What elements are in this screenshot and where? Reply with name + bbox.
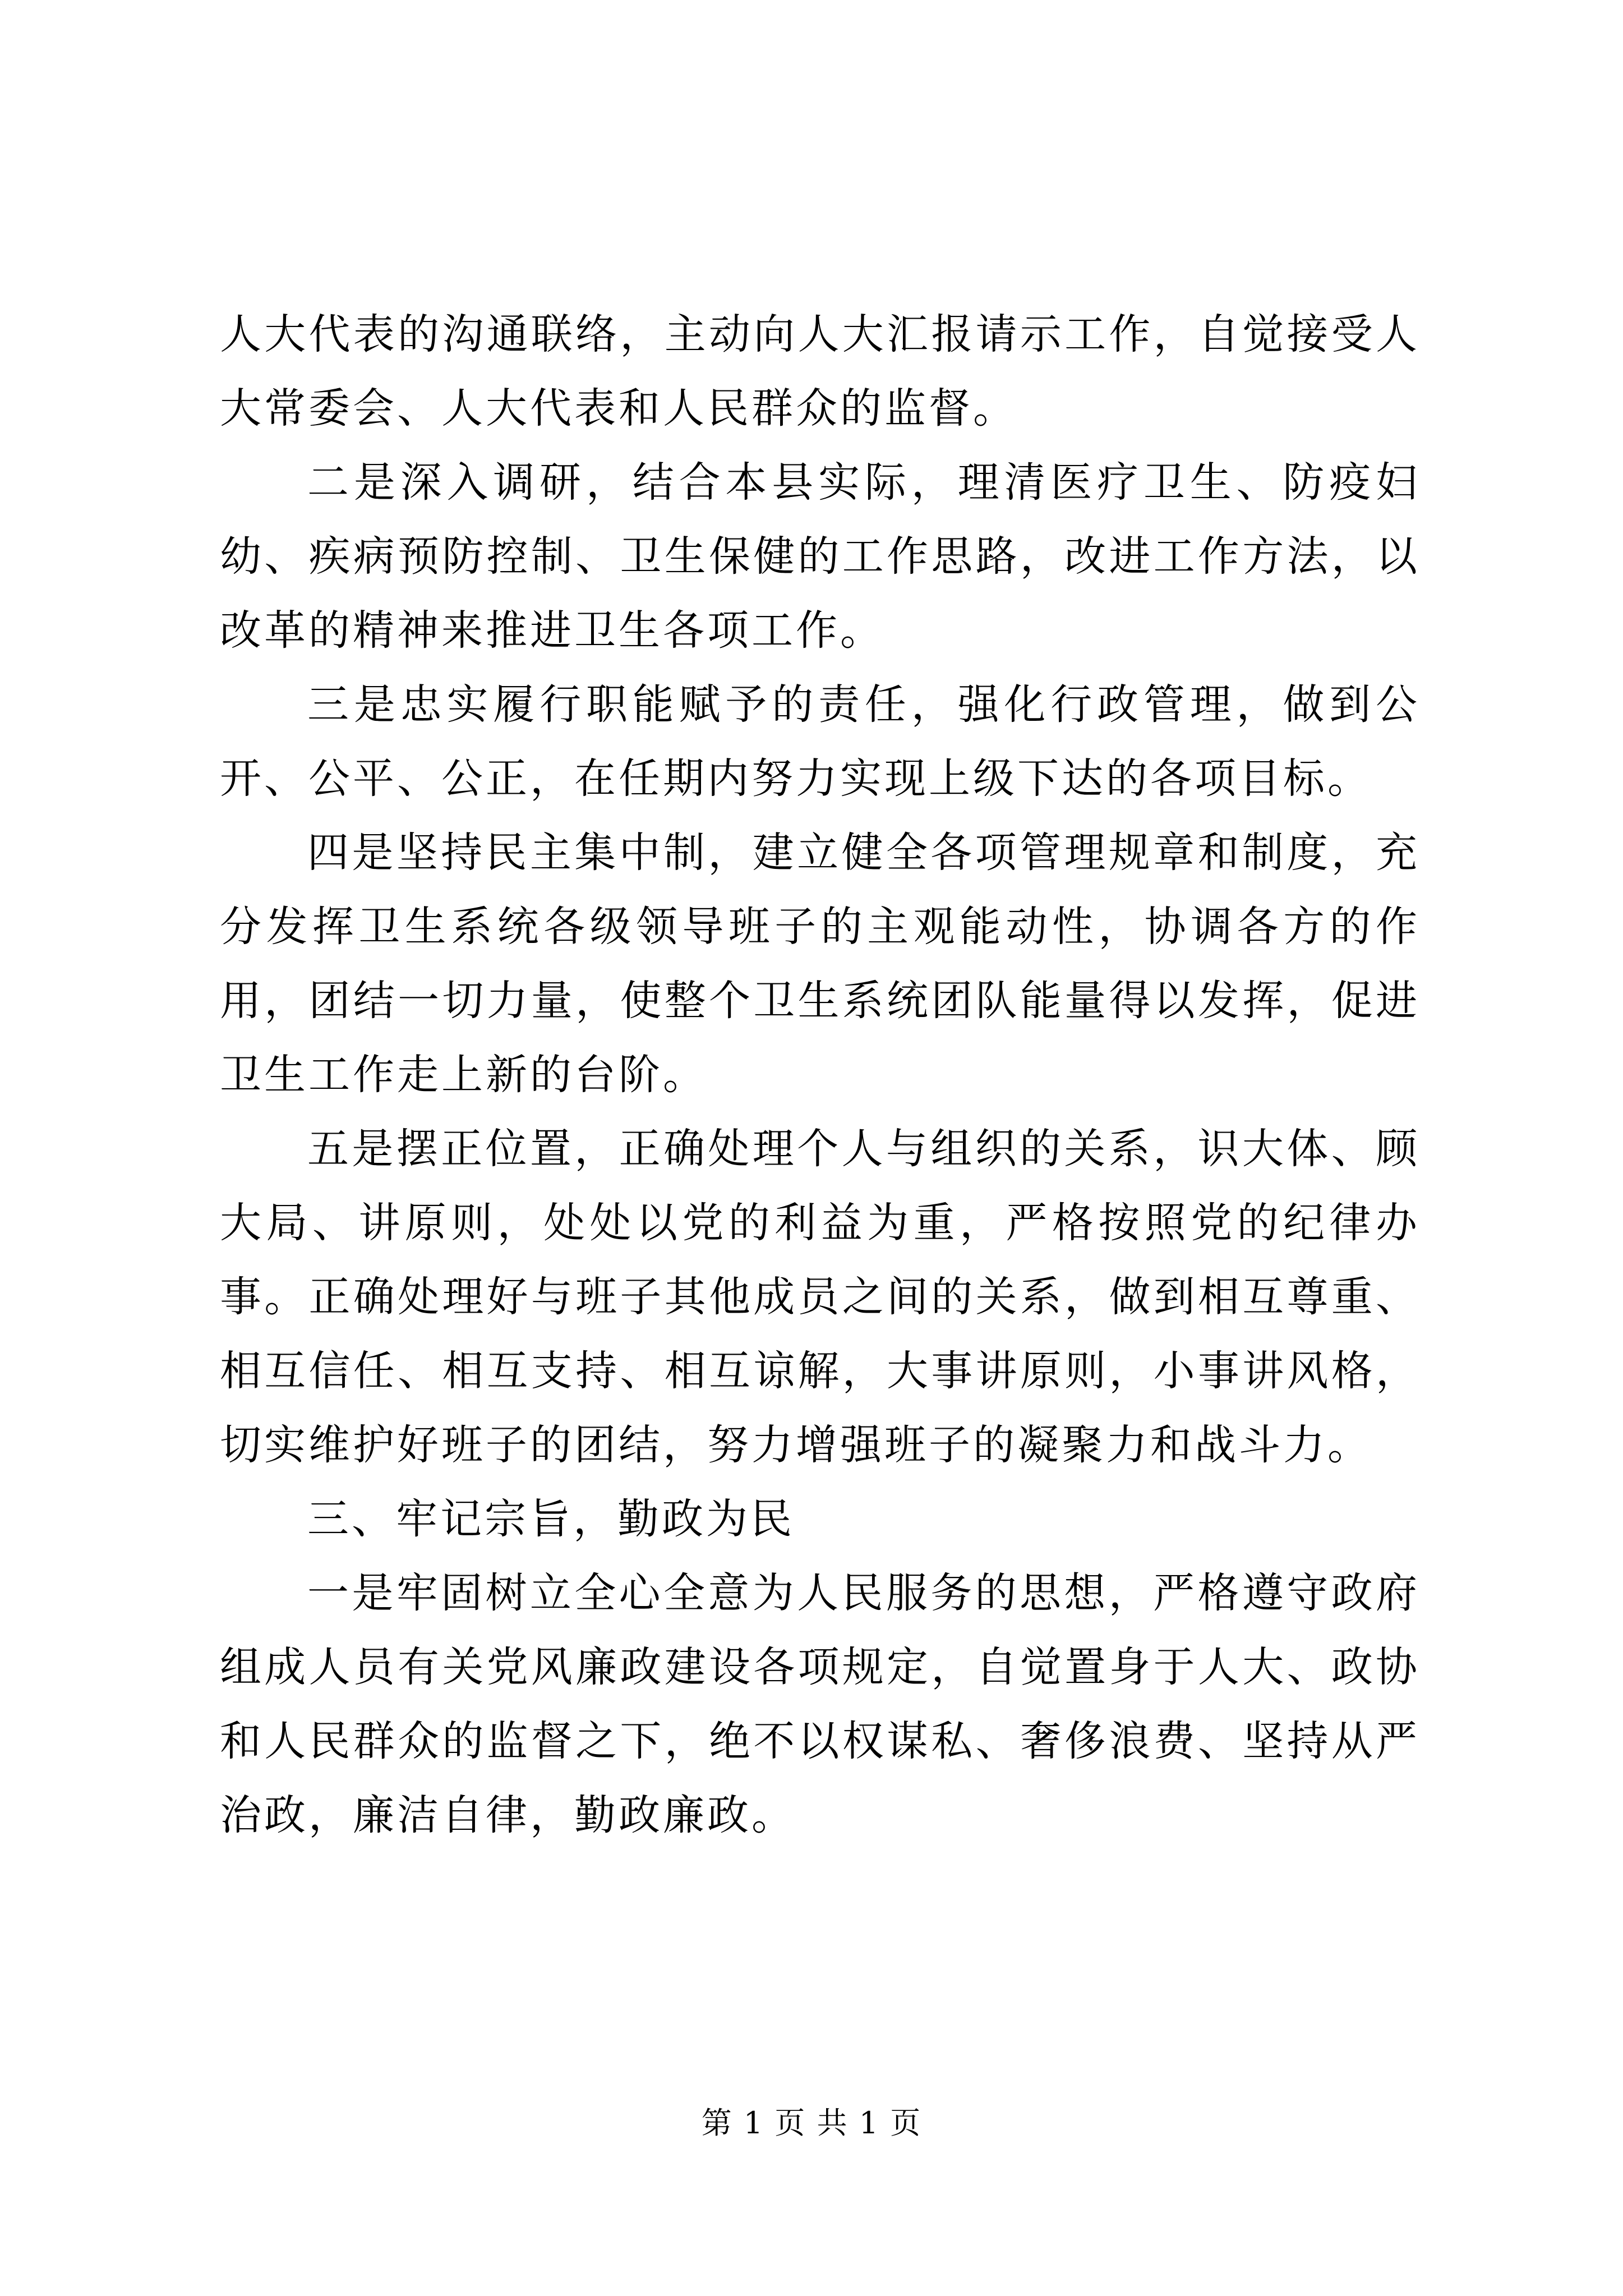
page-footer: 第 1 页 共 1 页	[701, 2105, 922, 2141]
paragraph-item-3: 三是忠实履行职能赋予的责任，强化行政管理，做到公开、公平、公正，在任期内努力实现上级下达的各项目标。	[220, 680, 1420, 803]
paragraph-item-2: 二是深入调研，结合本县实际，理清医疗卫生、防疫妇幼、疾病预防控制、卫生保健的工作思路，改进工作方法，以改革的精神来推进卫生各项工作。	[220, 458, 1420, 655]
section-heading: 三、牢记宗旨，勤政为民	[307, 1495, 795, 1543]
paragraph-section-item-1: 一是牢固树立全心全意为人民服务的思想，严格遵守政府组成人员有关党风廉政建设各项规定，自觉置身于人大、政协和人民群众的监督之下，绝不以权谋私、奢侈浪费、坚持从严治政，廉洁自律，勤政廉政。	[220, 1569, 1420, 1839]
document-body	[220, 297, 1420, 1852]
paragraph-item-5: 五是摆正位置，正确处理个人与组织的关系，识大体、顾大局、讲原则，处处以党的利益为重，严格按照党的纪律办事。正确处理好与班子其他成员之间的关系，做到相互尊重、相互信任、相互支持、相互谅解，大事讲原则，小事讲风格，切实维护好班子的团结，努力增强班子的凝聚力和战斗力。	[220, 1125, 1420, 1469]
paragraph-continuation: 人大代表的沟通联络，主动向人大汇报请示工作，自觉接受人大常委会、人大代表和人民群众的监督。	[220, 310, 1420, 432]
paragraph-item-4: 四是坚持民主集中制，建立健全各项管理规章和制度，充分发挥卫生系统各级领导班子的主观能动性，协调各方的作用，团结一切力量，使整个卫生系统团队能量得以发挥，促进卫生工作走上新的台阶。	[220, 829, 1420, 1099]
